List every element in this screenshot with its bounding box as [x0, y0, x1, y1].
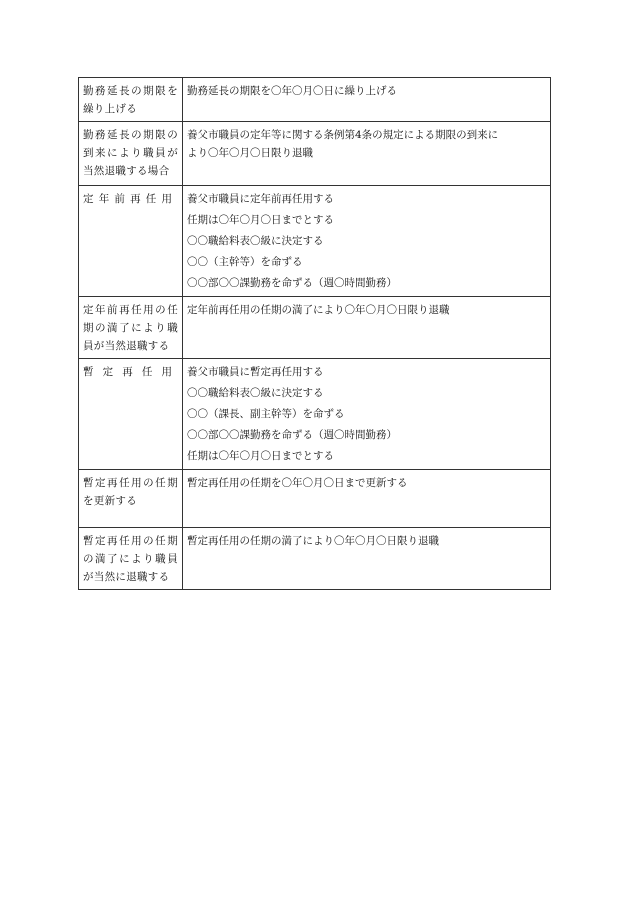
content-line: 任期は〇年〇月〇日までとする [187, 450, 334, 462]
content-line: 勤務延長の期限を〇年〇月〇日に繰り上げる [187, 85, 397, 97]
action-label-cell [79, 122, 183, 186]
table-row [79, 78, 551, 122]
action-content-cell [183, 186, 551, 297]
content-line: 任期は〇年〇月〇日までとする [187, 214, 334, 226]
content-line: 養父市職員の定年等に関する条例第4条の規定による期限の到来に [187, 129, 499, 141]
content-line: 養父市職員に暫定再任用する [187, 366, 324, 378]
table-row [79, 297, 551, 359]
action-label-cell [79, 78, 183, 122]
table-row [79, 528, 551, 590]
content-line: 〇〇職給料表〇級に決定する [187, 387, 324, 399]
action-content-cell [183, 528, 551, 590]
content-line: 〇〇部〇〇課勤務を命ずる（週〇時間勤務） [187, 277, 397, 289]
action-content-cell [183, 297, 551, 359]
action-label: 定年前再任用の任期の満了により職員が当然退職する [83, 304, 178, 352]
action-content-cell [183, 359, 551, 470]
action-label-cell [79, 297, 183, 359]
content-line: 暫定再任用の任期の満了により〇年〇月〇日限り退職 [187, 535, 439, 547]
action-content-cell [183, 122, 551, 186]
action-content-cell [183, 78, 551, 122]
personnel-action-table [78, 77, 551, 590]
action-content-cell [183, 470, 551, 528]
action-label-cell [79, 470, 183, 528]
table-row [79, 186, 551, 297]
content-line: 〇〇（課長、副主幹等）を命ずる [187, 408, 345, 420]
table-row [79, 359, 551, 470]
table-row [79, 122, 551, 186]
action-label-cell [79, 186, 183, 297]
action-label-cell [79, 359, 183, 470]
content-line: 養父市職員に定年前再任用する [187, 193, 334, 205]
action-label: 暫定再任用の任期を更新する [83, 477, 178, 507]
action-label: 勤務延長の期限の到来により職員が当然退職する場合 [83, 129, 178, 177]
action-label: 暫 定 再 任 用 [83, 366, 172, 378]
action-label: 勤務延長の期限を繰り上げる [83, 85, 178, 115]
table-row [79, 470, 551, 528]
content-line: 〇〇部〇〇課勤務を命ずる（週〇時間勤務） [187, 429, 397, 441]
action-label: 暫定再任用の任期の満了により職員が当然に退職する [83, 535, 178, 583]
content-line: より〇年〇月〇日限り退職 [187, 147, 313, 159]
content-line: 〇〇（主幹等）を命ずる [187, 256, 303, 268]
content-line: 〇〇職給料表〇級に決定する [187, 235, 324, 247]
content-line: 定年前再任用の任期の満了により〇年〇月〇日限り退職 [187, 304, 450, 316]
action-label: 定 年 前 再 任 用 [83, 193, 172, 205]
content-line: 暫定再任用の任期を〇年〇月〇日まで更新する [187, 477, 408, 489]
action-label-cell [79, 528, 183, 590]
